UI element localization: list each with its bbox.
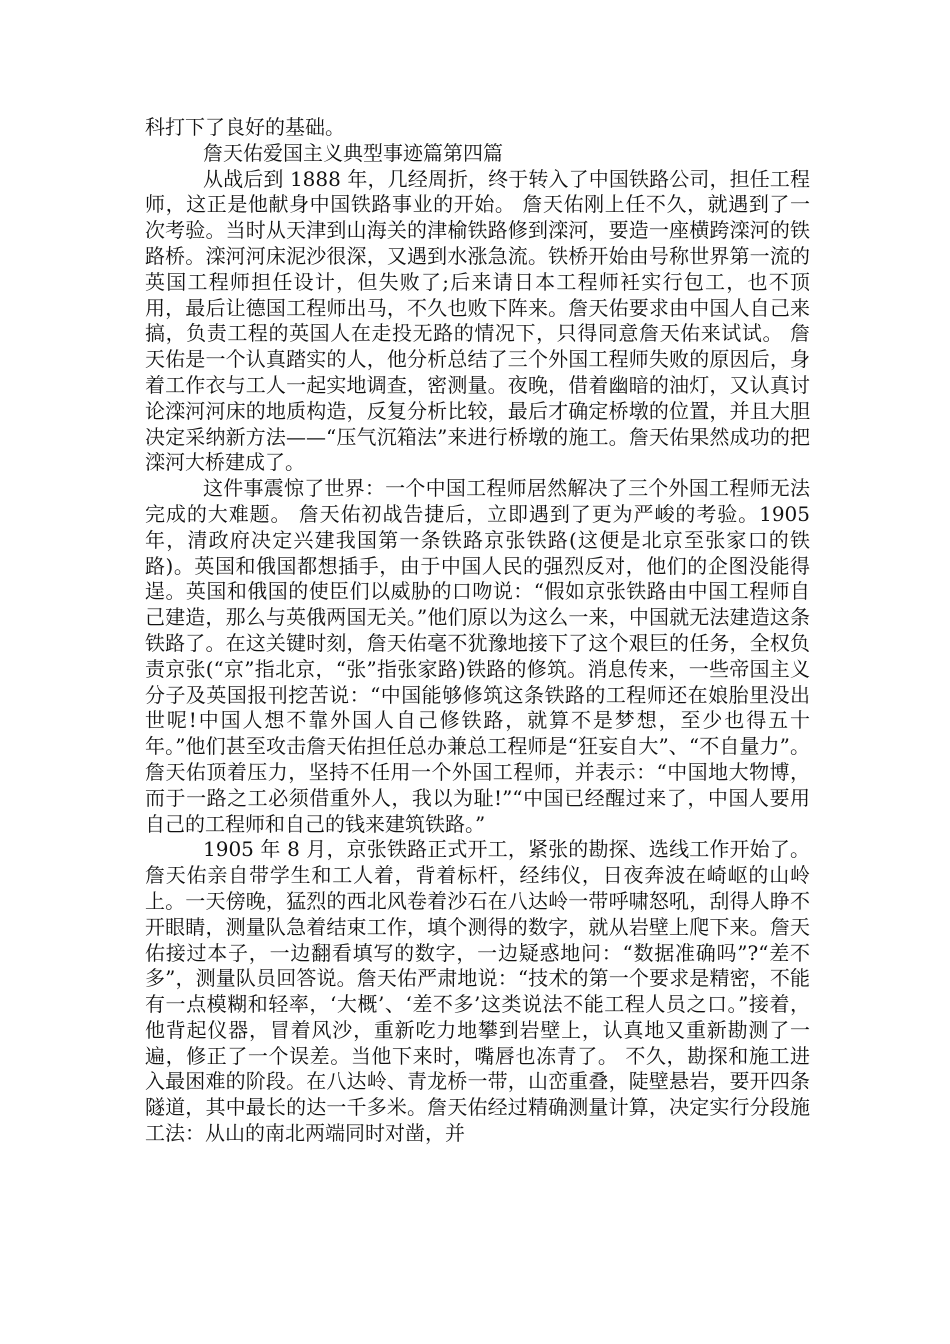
lead-line: 科打下了良好的基础。 [145, 115, 345, 139]
paragraph-2: 这件事震惊了世界：一个中国工程师居然解决了三个外国工程师无法完成的大难题。 詹天佑初战告捷后，立即遇到了更为严峻的考验。1905 年，清政府决定兴建我国第一条铁路京张铁路(这便是北京至张家口的铁路)。英国和俄国都想插手，由于中国人民的强烈反对，他们的企图没能得逞。英国和俄国的使臣们以威胁的口吻说：“假如京张铁路由中国工程师自己建造，那么与英俄两国无关。”他们原以为这么一来，中国就无法建造这条铁路了。在这关键时刻，詹天佑毫不犹豫地接下了这个艰巨的任务，全权负责京张(“京”指北京，“张”指张家路)铁路的修筑。消息传来，一些帝国主义分子及英国报刊挖苦说：“中国能够修筑这条铁路的工程师还在娘胎里没出世呢!中国人想不靠外国人自己修铁路，就算不是梦想，至少也得五十年。”他们甚至攻击詹天佑担任总办兼总工程师是“狂妄自大”、“不自量力”。詹天佑顶着压力，坚持不任用一个外国工程师，并表示：“中国地大物博，而于一路之工必须借重外人，我以为耻!”“中国已经醒过来了，中国人要用自己的工程师和自己的钱来建筑铁路。” [145, 476, 810, 836]
paragraph-1: 从战后到 1888 年，几经周折，终于转入了中国铁路公司，担任工程师，这正是他献身中国铁路事业的开始。 詹天佑刚上任不久，就遇到了一次考验。当时从天津到山海关的津榆铁路修到滦河，要造一座横跨滦河的铁路桥。滦河河床泥沙很深，又遇到水涨急流。铁桥开始由号称世界第一流的英国工程师担任设计，但失败了;后来请日本工程师衽实行包工，也不顶用，最后让德国工程师出马，不久也败下阵来。詹天佑要求由中国人自己来搞，负责工程的英国人在走投无路的情况下，只得同意詹天佑来试试。 詹天佑是一个认真踏实的人，他分析总结了三个外国工程师失败的原因后，身着工作衣与工人一起实地调查，密测量。夜晚，借着幽暗的油灯，又认真讨论滦河河床的地质构造，反复分析比较，最后才确定桥墩的位置，并且大胆决定采纳新方法——“压气沉箱法”来进行桥墩的施工。詹天佑果然成功的把滦河大桥建成了。 [145, 166, 810, 475]
paragraph-3: 1905 年 8 月，京张铁路正式开工，紧张的勘探、选线工作开始了。詹天佑亲自带学生和工人着，背着标杆，经纬仪，日夜奔波在崎岖的山岭上。一天傍晚，猛烈的西北风卷着沙石在八达岭一带呼啸怒吼，刮得人睁不开眼睛，测量队急着结束工作，填个测得的数字，就从岩壁上爬下来。詹天佑接过本子，一边翻看填写的数字，一边疑惑地问：“数据准确吗”?“差不多”，测量队员回答说。詹天佑严肃地说：“技术的第一个要求是精密，不能有一点模糊和轻率，‘大概’、‘差不多’这类说法不能工程人员之口。”接着，他背起仪器，冒着风沙，重新吃力地攀到岩壁上，认真地又重新勘测了一遍，修正了一个误差。当他下来时，嘴唇也冻青了。 不久，勘探和施工进入最困难的阶段。在八达岭、青龙桥一带，山峦重叠，陡壁悬岩，要开四条隧道，其中最长的达一千多米。詹天佑经过精确测量计算，决定实行分段施工法：从山的南北两端同时对凿，并 [145, 837, 810, 1146]
document-body [145, 115, 810, 1147]
section-title: 詹天佑爱国主义典型事迹篇第四篇 [203, 140, 503, 165]
